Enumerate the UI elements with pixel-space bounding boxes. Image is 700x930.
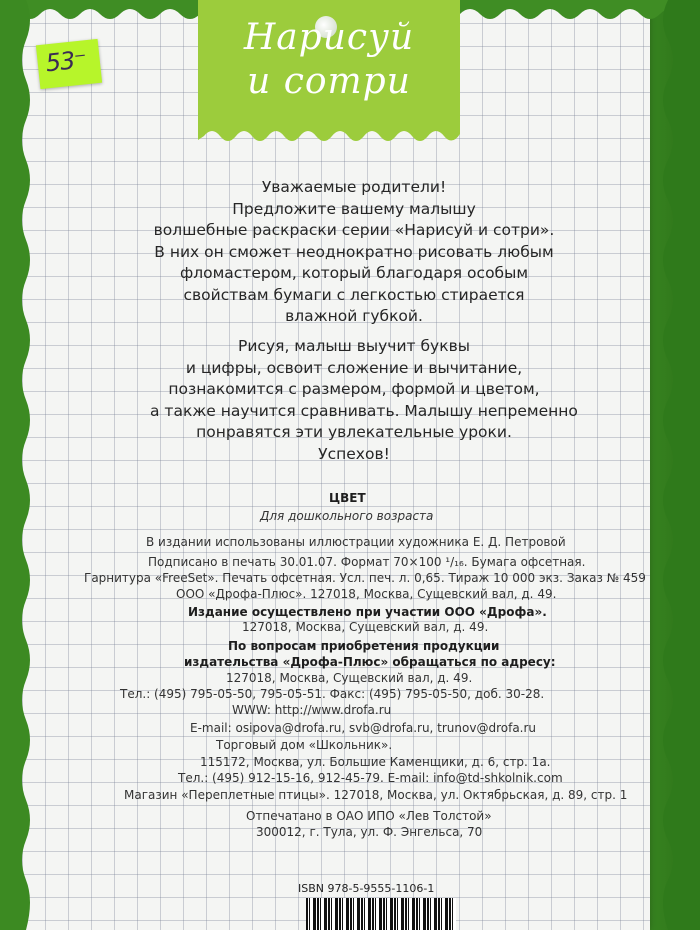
intro-line: В них он сможет неоднократно рисовать любым xyxy=(154,242,554,261)
paragraph-line: а также научится сравнивать. Малышу непременно xyxy=(150,401,578,420)
print-signed-line: Подписано в печать 30.01.07. Формат 70×100 ¹/₁₆. Бумага офсетная. xyxy=(148,555,586,569)
paragraph-line: и цифры, освоит сложение и вычитание, xyxy=(185,358,523,377)
series-title-line1: Нарисуй xyxy=(243,17,415,58)
intro-line: влажной губкой. xyxy=(285,307,423,325)
purchase-heading-1: По вопросам приобретения продукции xyxy=(228,639,500,653)
publisher-line: ООО «Дрофа-Плюс». 127018, Москва, Сущевский вал, д. 49. xyxy=(176,587,557,601)
intro-line: Предложите вашему малышу xyxy=(232,199,476,218)
purchase-heading-2: издательства «Дрофа-Плюс» обращаться по адресу: xyxy=(184,655,556,669)
scalloped-left-edge xyxy=(0,0,44,930)
paragraph-line: понравятся эти увлекательные уроки. xyxy=(196,423,512,441)
trade-house-address: 115172, Москва, ул. Большие Каменщики, д. 6, стр. 1а. xyxy=(200,755,551,769)
barcode xyxy=(306,898,456,930)
printer-address: 300012, г. Тула, ул. Ф. Энгельса, 70 xyxy=(256,825,483,839)
paragraph-line: Рисуя, малыш выучит буквы xyxy=(238,337,470,355)
price-sticker-text: 53⁻ xyxy=(44,45,88,78)
phone-line: Тел.: (495) 795-05-50, 795-05-51. Факс: (495) 795-05-50, доб. 30-28. xyxy=(120,687,545,701)
series-title xyxy=(198,16,460,104)
participation-address: 127018, Москва, Сущевский вал, д. 49. xyxy=(242,620,489,634)
scalloped-right-edge xyxy=(640,0,700,930)
trade-house-line: Торговый дом «Школьник». xyxy=(216,738,393,752)
intro-paragraph xyxy=(150,177,558,328)
participation-line: Издание осуществлено при участии ООО «Дрофа». xyxy=(188,605,547,619)
website-line: WWW: http://www.drofa.ru xyxy=(232,703,392,717)
printed-by-line: Отпечатано в ОАО ИПО «Лев Толстой» xyxy=(246,809,492,823)
age-note: Для дошкольного возраста xyxy=(260,509,434,523)
series-title-line2: и сотри xyxy=(247,61,411,102)
purchase-address: 127018, Москва, Сущевский вал, д. 49. xyxy=(226,671,473,685)
trade-house-phone: Тел.: (495) 912-15-16, 912-45-79. E-mail: info@td-shkolnik.com xyxy=(178,771,563,785)
intro-line: свойствам бумаги с легкостью стирается xyxy=(183,285,525,304)
store-line: Магазин «Переплетные птицы». 127018, Москва, ул. Октябрьская, д. 89, стр. 1 xyxy=(124,788,628,802)
intro-line: Уважаемые родители! xyxy=(261,178,447,196)
isbn-number: ISBN 978-5-9555-1106-1 xyxy=(298,882,435,895)
intro-line: волшебные раскраски серии «Нарисуй и сотри». xyxy=(153,221,555,239)
paragraph-line: Успехов! xyxy=(318,444,390,463)
typeface-line: Гарнитура «FreeSet». Печать офсетная. Усл. печ. л. 0,65. Тираж 10 000 экз. Заказ № 459 xyxy=(84,571,646,585)
book-title: ЦВЕТ xyxy=(329,491,366,505)
illustrations-credit: В издании использованы иллюстрации художника Е. Д. Петровой xyxy=(146,535,566,549)
email-line: E-mail: osipova@drofa.ru, svb@drofa.ru, trunov@drofa.ru xyxy=(190,721,537,735)
second-paragraph xyxy=(150,336,578,465)
price-sticker xyxy=(36,39,102,89)
paragraph-line: познакомится с размером, формой и цветом, xyxy=(168,380,540,398)
intro-line: фломастером, который благодаря особым xyxy=(179,264,529,282)
